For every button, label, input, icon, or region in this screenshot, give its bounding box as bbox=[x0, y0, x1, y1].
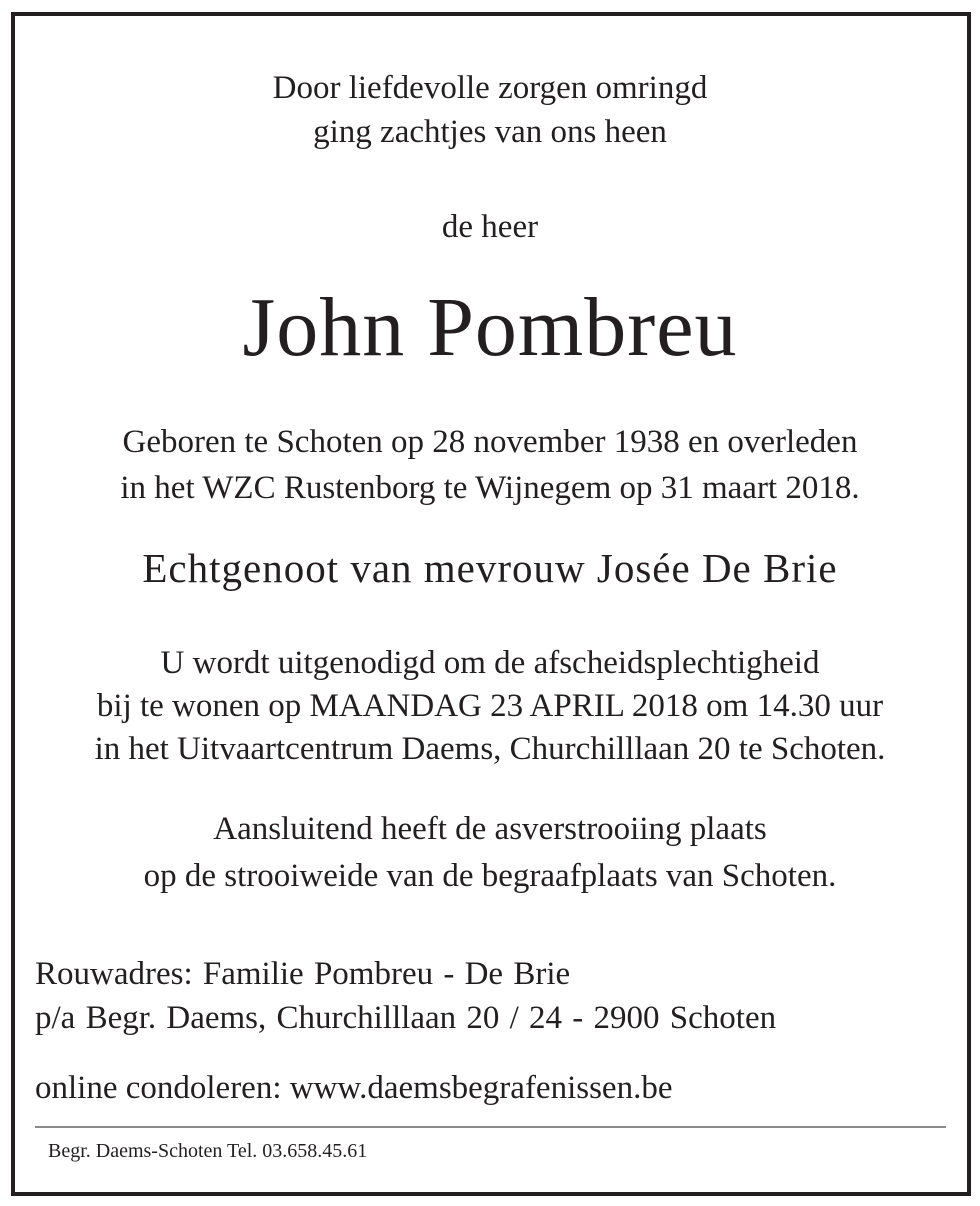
scattering-line: op de strooiweide van de begraafplaats van Schoten. bbox=[143, 858, 837, 894]
ceremony-line: U wordt uitgenodigd om de afscheidsplechtigheid bbox=[160, 645, 820, 681]
intro-line: ging zachtjes van ons heen bbox=[313, 114, 667, 150]
birth-death-line: in het WZC Rustenborg te Wijnegem op 31 maart 2018. bbox=[120, 470, 860, 506]
ceremony-line: bij te wonen op MAANDAG 23 APRIL 2018 om 14.30 uur bbox=[96, 688, 884, 724]
intro-text bbox=[0, 66, 980, 154]
ceremony-line: in het Uitvaartcentrum Daems, Churchilllaan 20 te Schoten. bbox=[94, 731, 886, 767]
footer-divider bbox=[35, 1126, 946, 1128]
funeral-home-credit: Begr. Daems-Schoten Tel. 03.658.45.61 bbox=[48, 1140, 368, 1162]
birth-death-text bbox=[0, 419, 980, 511]
scattering-line: Aansluitend heeft de asverstrooiing plaats bbox=[213, 811, 767, 847]
spouse-line: Echtgenoot van mevrouw Josée De Brie bbox=[142, 545, 838, 591]
intro-line: Door liefdevolle zorgen omringd bbox=[272, 70, 708, 106]
address-line: p/a Begr. Daems, Churchilllaan 20 / 24 - 2900 Schoten bbox=[35, 1000, 777, 1036]
address-line: Rouwadres: Familie Pombreu - De Brie bbox=[35, 956, 571, 992]
deceased-name: John Pombreu bbox=[242, 281, 738, 374]
scattering-text bbox=[0, 806, 980, 900]
honorific: de heer bbox=[441, 209, 539, 245]
mourning-address bbox=[35, 952, 776, 1040]
online-condolence: online condoleren: www.daemsbegrafenissen.be bbox=[35, 1070, 673, 1106]
ceremony-text bbox=[0, 642, 980, 771]
birth-death-line: Geboren te Schoten op 28 november 1938 en overleden bbox=[122, 424, 858, 460]
